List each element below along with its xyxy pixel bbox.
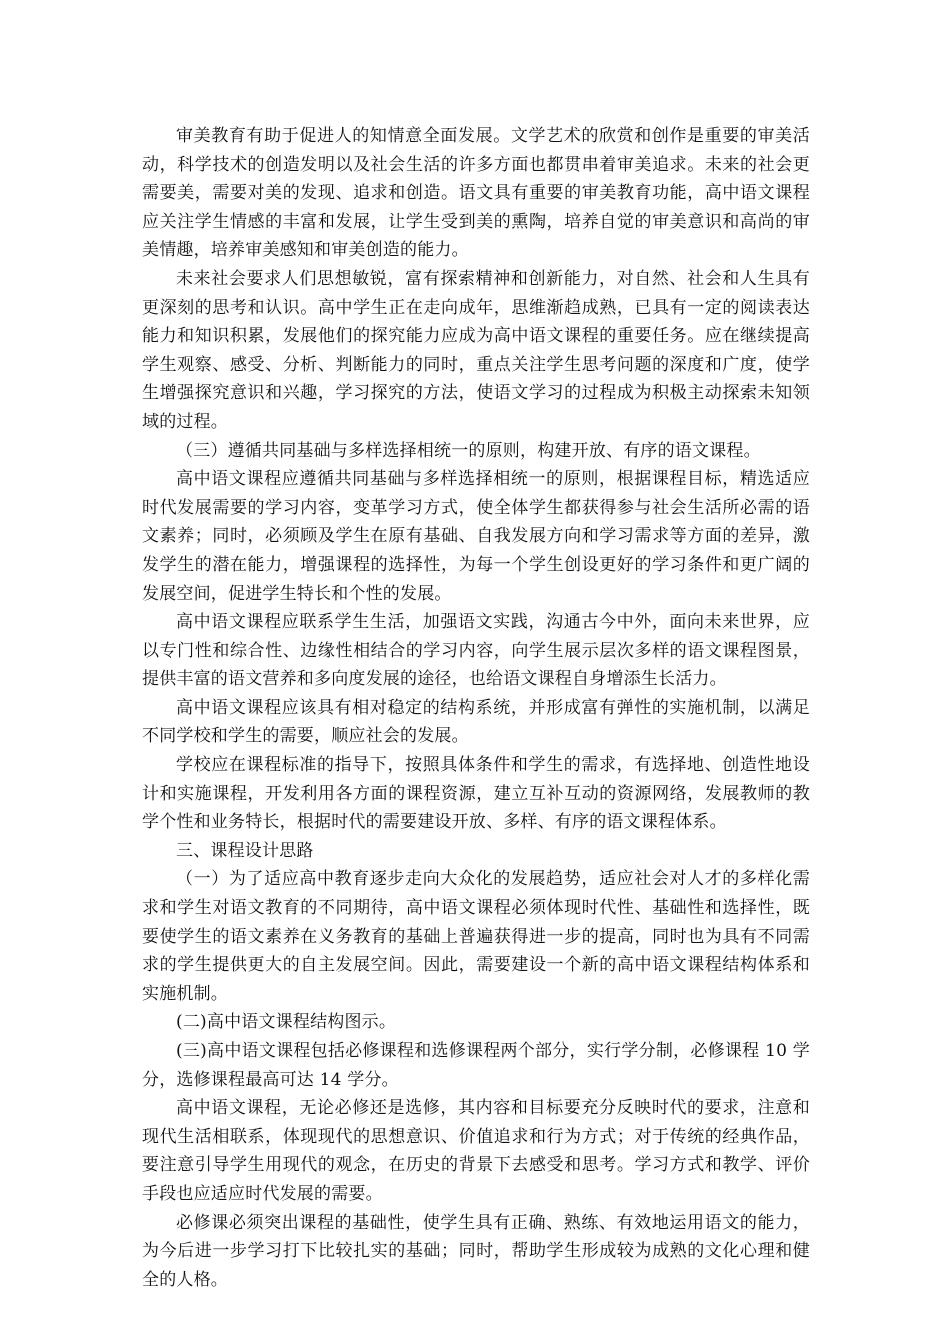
paragraph-common-foundation: 高中语文课程应遵循共同基础与多样选择相统一的原则，根据课程目标，精选适应时代发展需要的学习内容，变革学习方式，使全体学生都获得参与社会生活所必需的语文素养；同时，必须顾及学生在原有基础、自我发展方向和学习需求等方面的差异，激发学生的潜在能力，增强课程的选择性，为每一个学生创设更好的学习条件和更广阔的发展空间，促进学生特长和个性的发展。 <box>142 469 810 604</box>
paragraph-required-elective: 高中语文课程，无论必修还是选修，其内容和目标要充分反映时代的要求，注意和现代生活相联系，体现现代的思想意识、价值追求和行为方式；对于传统的经典作品，要注意引导学生用现代的观念，在历史的背景下去感受和思考。学习方式和教学、评价手段也应适应时代发展的需要。 <box>142 1098 810 1204</box>
paragraph-student-life: 高中语文课程应联系学生生活，加强语文实践，沟通古今中外，面向未来世界，应以专门性和综合性、边缘性相结合的学习内容，向学生展示层次多样的语文课程图景，提供丰富的语文营养和多向度发展的途径，也给语文课程自身增添生长活力。 <box>142 612 810 690</box>
paragraph-design-3: (三)高中语文课程包括必修课程和选修课程两个部分，实行学分制，必修课程 10 学分，选修课程最高可达 14 学分。 <box>142 1041 810 1090</box>
document-body <box>142 122 810 1294</box>
paragraph-design-2: (二)高中语文课程结构图示。 <box>176 1012 397 1033</box>
section-heading-principle-3: （三）遵循共同基础与多样选择相统一的原则，构建开放、有序的语文课程。 <box>176 440 761 461</box>
paragraph-inquiry-ability: 未来社会要求人们思想敏锐，富有探索精神和创新能力，对自然、社会和人生具有更深刻的思考和认识。高中学生正在走向成年，思维渐趋成熟，已具有一定的阅读表达能力和知识积累，发展他们的探究能力应成为高中语文课程的重要任务。应在继续提高学生观察、感受、分析、判断能力的同时，重点关注学生思考问题的深度和广度，使学生增强探究意识和兴趣，学习探究的方法，使语文学习的过程成为积极主动探索未知领域的过程。 <box>142 268 810 432</box>
section-heading-design-ideas: 三、课程设计思路 <box>176 840 314 861</box>
paragraph-school-guidance: 学校应在课程标准的指导下，按照具体条件和学生的需求，有选择地、创造性地设计和实施课程，开发利用各方面的课程资源，建立互补互动的资源网络，发展教师的教学个性和业务特长，根据时代的需要建设开放、多样、有序的语文课程体系。 <box>142 755 810 833</box>
paragraph-required-course: 必修课必须突出课程的基础性，使学生具有正确、熟练、有效地运用语文的能力，为今后进一步学习打下比较扎实的基础；同时，帮助学生形成较为成熟的文化心理和健全的人格。 <box>142 1212 810 1290</box>
paragraph-structure-system: 高中语文课程应该具有相对稳定的结构系统，并形成富有弹性的实施机制，以满足不同学校和学生的需要，顺应社会的发展。 <box>142 697 810 747</box>
paragraph-design-1: （一）为了适应高中教育逐步走向大众化的发展趋势，适应社会对人才的多样化需求和学生对语文教育的不同期待，高中语文课程必须体现时代性、基础性和选择性，既要使学生的语文素养在义务教育的基础上普遍获得进一步的提高，同时也为具有不同需求的学生提供更大的自主发展空间。因此，需要建设一个新的高中语文课程结构体系和实施机制。 <box>142 869 810 1004</box>
paragraph-aesthetic-education: 审美教育有助于促进人的知情意全面发展。文学艺术的欣赏和创作是重要的审美活动，科学技术的创造发明以及社会生活的许多方面也都贯串着审美追求。未来的社会更需要美，需要对美的发现、追求和创造。语文具有重要的审美教育功能，高中语文课程应关注学生情感的丰富和发展，让学生受到美的熏陶，培养自觉的审美意识和高尚的审美情趣，培养审美感知和审美创造的能力。 <box>142 126 810 261</box>
